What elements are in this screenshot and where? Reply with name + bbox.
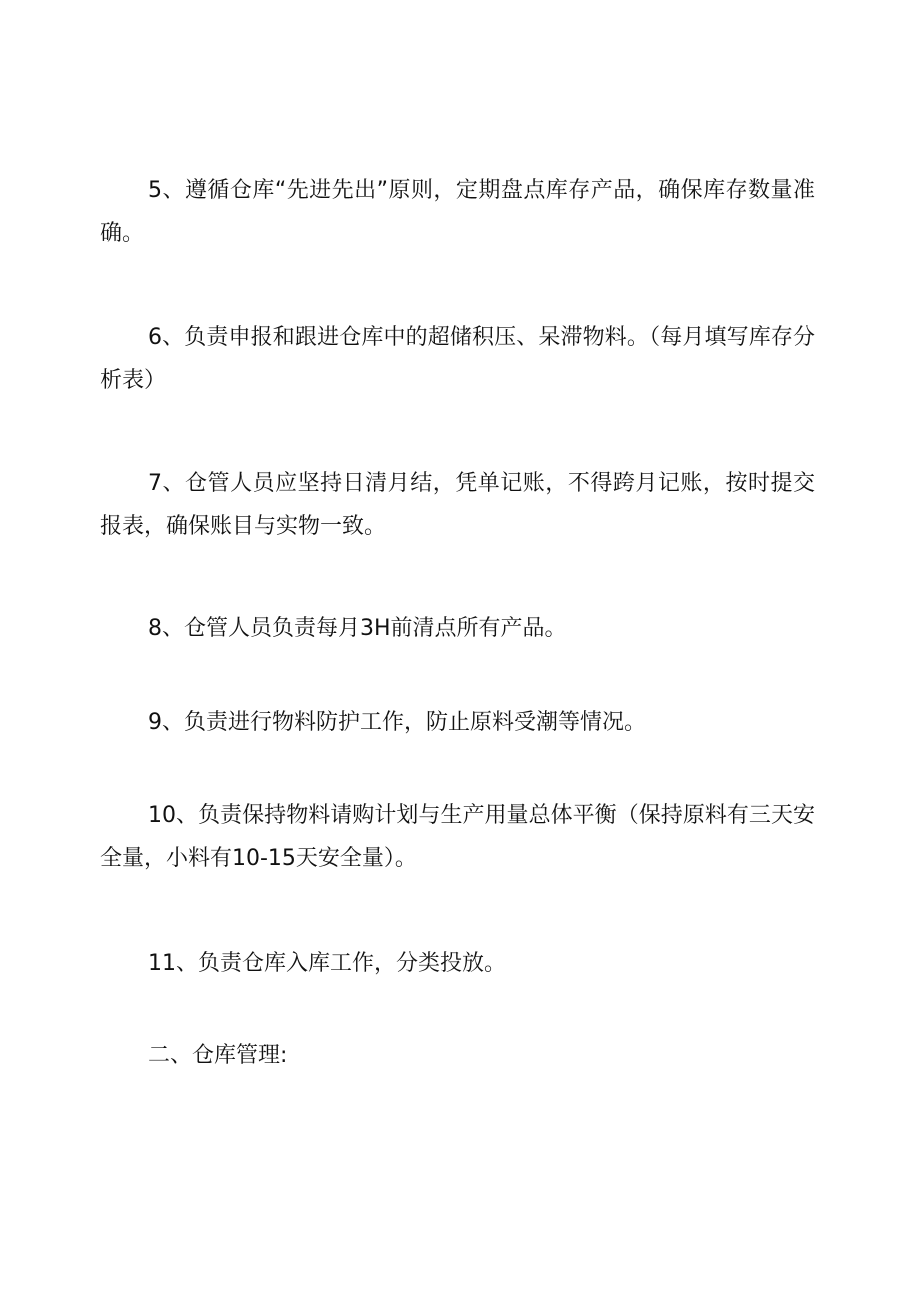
paragraph-item-11: 11、负责仓库入库工作，分类投放。 — [148, 951, 506, 976]
section-heading-warehouse-management: 二、仓库管理: — [148, 1043, 288, 1068]
paragraph-item-6: 6、负责申报和跟进仓库中的超储积压、呆滞物料。（每月填写库存分析表） — [100, 325, 815, 393]
paragraph-item-10: 10、负责保持物料请购计划与生产用量总体平衡（保持原料有三天安全量，小料有10-15天安全量）。 — [100, 803, 815, 871]
paragraph-item-7: 7、仓管人员应坚持日清月结，凭单记账，不得跨月记账，按时提交报表，确保账目与实物一致。 — [100, 471, 815, 539]
paragraph-item-5: 5、遵循仓库“先进先出”原则，定期盘点库存产品，确保库存数量准确。 — [100, 178, 815, 246]
paragraph-item-9: 9、负责进行物料防护工作，防止原料受潮等情况。 — [148, 710, 646, 735]
paragraph-item-8: 8、仓管人员负责每月3H前清点所有产品。 — [148, 616, 567, 641]
